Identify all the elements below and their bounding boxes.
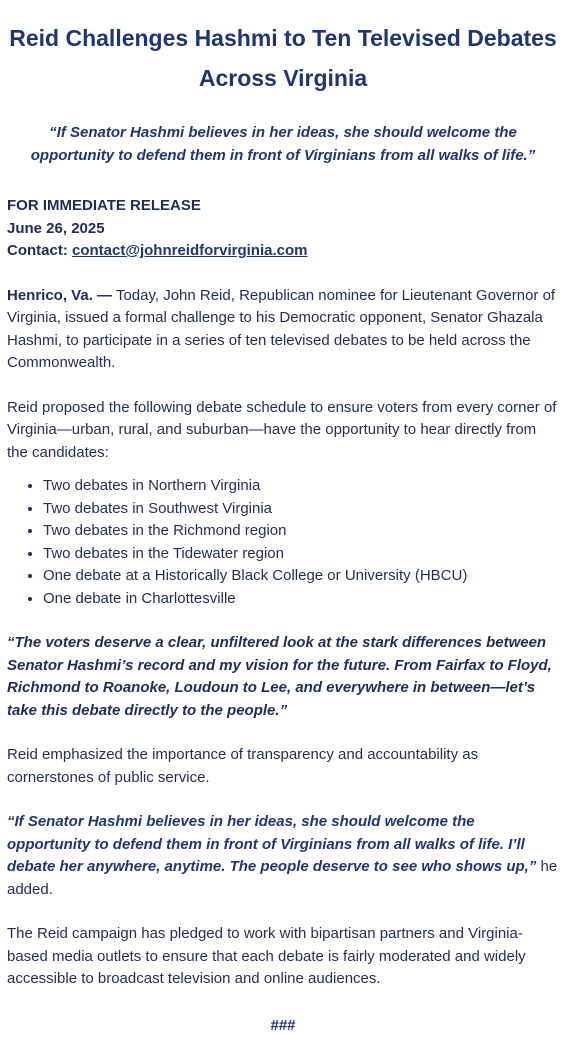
debate-schedule-list (7, 475, 559, 610)
end-mark: ### (7, 1015, 559, 1037)
list-item: • One debate in Charlottesville (43, 588, 559, 611)
release-info (7, 195, 559, 263)
contact-email-link[interactable]: contact@johnreidforvirginia.com (72, 242, 308, 259)
intro-paragraph (7, 285, 559, 375)
pull-quote: “If Senator Hashmi believes in her ideas, she should welcome the opportunity to defend them in front of Virginians from all walks of life.” (7, 122, 559, 167)
contact-label: Contact: (7, 242, 68, 259)
schedule-intro-paragraph: Reid proposed the following debate schedule to ensure voters from every corner of Virginia—urban, rural, and suburban—have the opportunity to hear directly from the candidates: (7, 397, 559, 465)
campaign-pledge-paragraph: The Reid campaign has pledged to work with bipartisan partners and Virginia-based media outlets to ensure that each debate is fairly moderated and widely accessible to broadcast television and online audiences. (7, 923, 559, 991)
list-item: • Two debates in the Richmond region (43, 520, 559, 543)
release-date: June 26, 2025 (7, 218, 559, 241)
list-item: • Two debates in Northern Virginia (43, 475, 559, 498)
intro-text: Today, John Reid, Republican nominee for Lieutenant Governor of Virginia, issued a formal challenge to his Democratic opponent, Senator Ghazala Hashmi, to participate in a series of ten televised debates to be held across the Commonwealth. (7, 287, 555, 372)
reid-quote-2 (7, 811, 559, 901)
reid-quote-1: “The voters deserve a clear, unfiltered look at the stark differences between Senator Hashmi’s record and my vision for the future. From Fairfax to Floyd, Richmond to Roanoke, Loudoun to Lee, and everywhere in between—let’s take this debate directly to the people.” (7, 632, 559, 722)
list-item: • Two debates in the Tidewater region (43, 543, 559, 566)
release-label: FOR IMMEDIATE RELEASE (7, 195, 559, 218)
list-item: • Two debates in Southwest Virginia (43, 498, 559, 521)
contact-line (7, 240, 559, 263)
headline: Reid Challenges Hashmi to Ten Televised Debates Across Virginia (7, 0, 559, 98)
reid-quote-2-text: “If Senator Hashmi believes in her ideas, she should welcome the opportunity to defend them in front of Virginians from all walks of life. I’ll debate her anywhere, anytime. The people deserve to see who shows up,” (7, 813, 536, 875)
transparency-paragraph: Reid emphasized the importance of transparency and accountability as cornerstones of public service. (7, 744, 559, 789)
dateline: Henrico, Va. — (7, 287, 112, 304)
list-item: • One debate at a Historically Black College or University (HBCU) (43, 565, 559, 588)
reid-quote-2-attribution: he added. (7, 858, 557, 898)
